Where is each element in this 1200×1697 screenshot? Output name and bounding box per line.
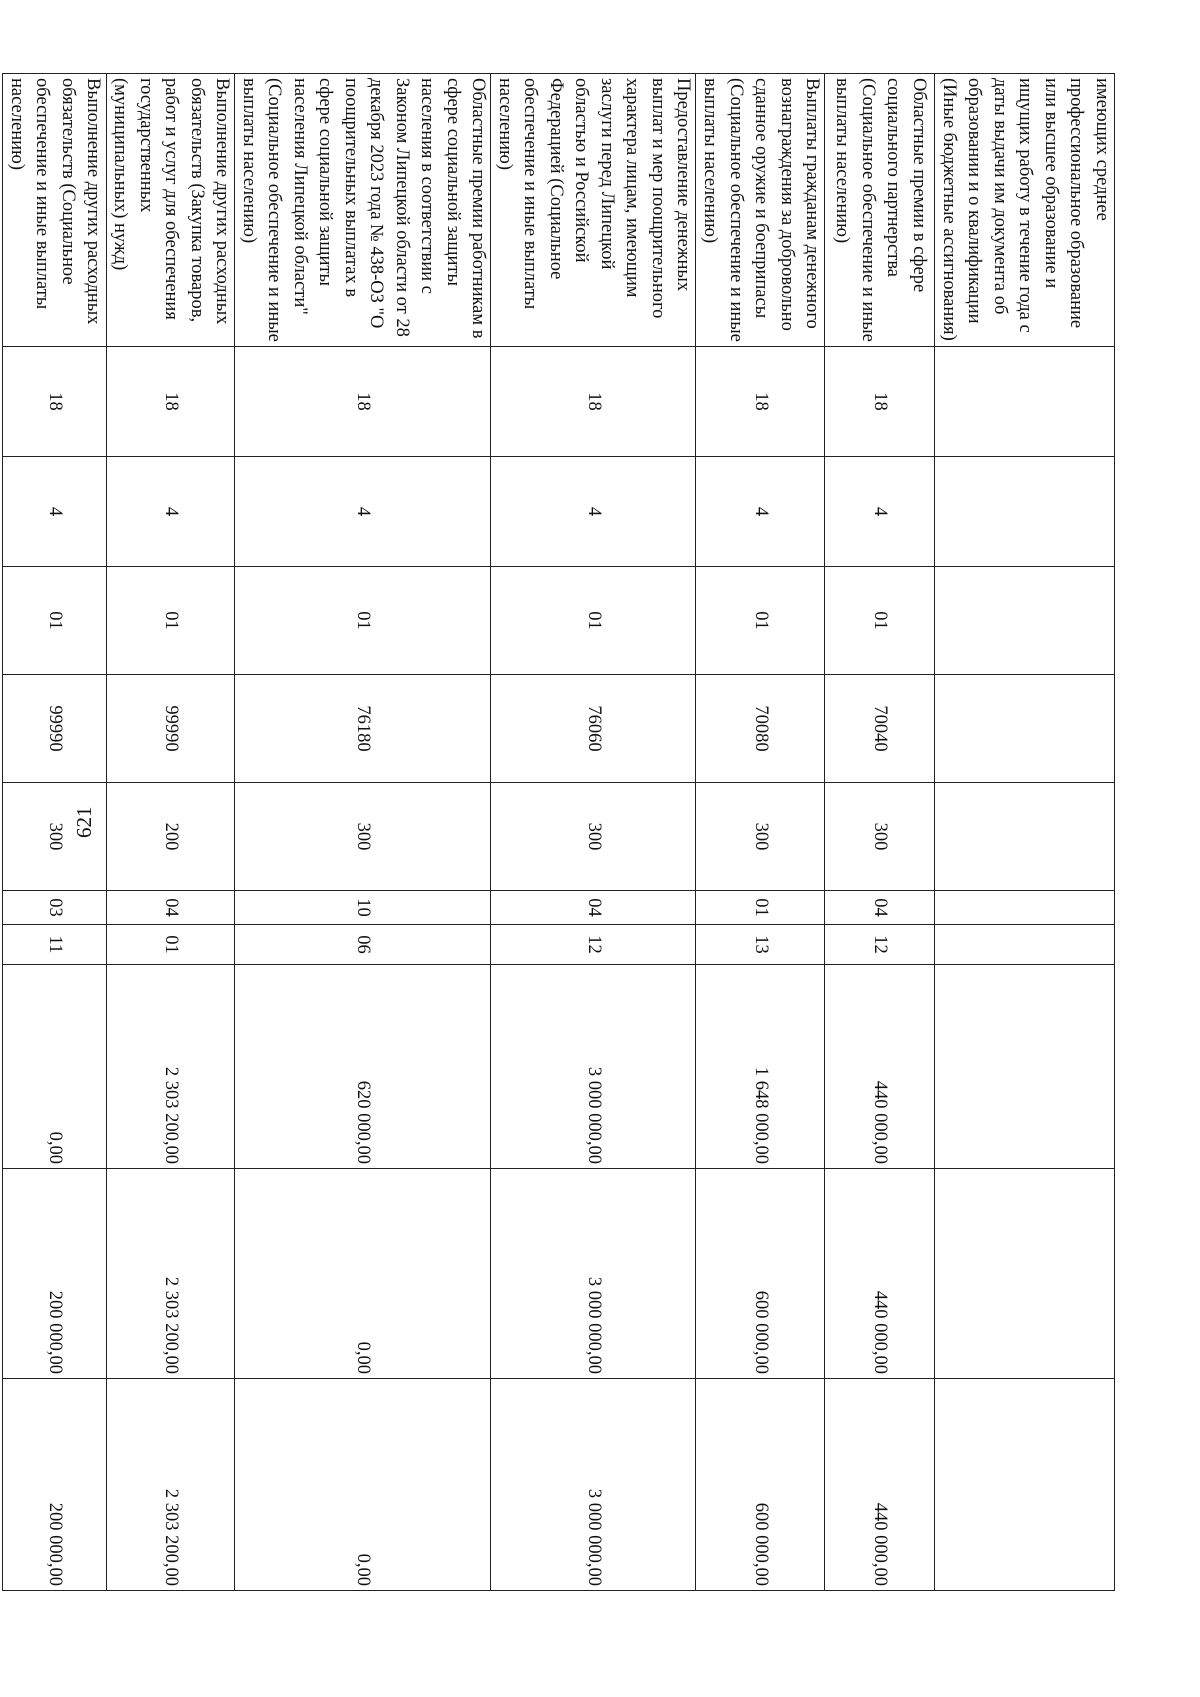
table-row — [935, 74, 1115, 1591]
code-cell — [935, 783, 1115, 891]
code-cell: 10 — [235, 891, 491, 925]
amount-cell: 620 000,00 — [235, 965, 491, 1169]
amount-cell: 3 000 000,00 — [491, 1379, 696, 1591]
code-cell: 01 — [696, 567, 825, 675]
code-cell — [935, 925, 1115, 965]
code-cell — [935, 567, 1115, 675]
table-body — [3, 74, 1115, 1591]
code-cell: 99990 — [107, 675, 236, 783]
code-cell: 4 — [825, 457, 935, 567]
amount-cell: 2 303 200,00 — [107, 965, 236, 1169]
code-cell: 12 — [491, 925, 696, 965]
budget-table — [2, 73, 1115, 1591]
code-cell — [935, 347, 1115, 457]
code-cell: 76060 — [491, 675, 696, 783]
code-cell: 01 — [107, 925, 236, 965]
code-cell: 18 — [491, 347, 696, 457]
table-row — [235, 74, 491, 1591]
amount-cell: 200 000,00 — [3, 1379, 107, 1591]
code-cell: 4 — [696, 457, 825, 567]
code-cell: 06 — [235, 925, 491, 965]
code-cell: 01 — [235, 567, 491, 675]
code-cell: 01 — [825, 567, 935, 675]
code-cell: 18 — [107, 347, 236, 457]
amount-cell: 3 000 000,00 — [491, 1169, 696, 1379]
amount-cell: 440 000,00 — [825, 965, 935, 1169]
amount-cell: 3 000 000,00 — [491, 965, 696, 1169]
code-cell: 4 — [107, 457, 236, 567]
page-number: 621 — [72, 806, 96, 838]
code-cell: 04 — [491, 891, 696, 925]
table-row — [3, 74, 107, 1591]
code-cell: 99990 — [3, 675, 107, 783]
amount-cell: 0,00 — [235, 1169, 491, 1379]
code-cell: 300 — [3, 783, 107, 891]
code-cell: 4 — [491, 457, 696, 567]
amount-cell: 200 000,00 — [3, 1169, 107, 1379]
code-cell: 300 — [696, 783, 825, 891]
row-description: Выполнение других расходных обязательств (Социальное обеспечение и иные выплаты населению) — [3, 74, 107, 347]
code-cell: 04 — [825, 891, 935, 925]
amount-cell: 0,00 — [235, 1379, 491, 1591]
amount-cell — [935, 1169, 1115, 1379]
code-cell: 13 — [696, 925, 825, 965]
code-cell: 04 — [107, 891, 236, 925]
code-cell: 03 — [3, 891, 107, 925]
row-description: Выплаты гражданам денежного вознаграждения за добровольно сданное оружие и боеприпасы (Социальное обеспечение и иные выплаты населению) — [696, 74, 825, 347]
code-cell: 300 — [491, 783, 696, 891]
code-cell: 01 — [3, 567, 107, 675]
table-row — [696, 74, 825, 1591]
code-cell: 70080 — [696, 675, 825, 783]
code-cell: 01 — [696, 891, 825, 925]
code-cell — [935, 457, 1115, 567]
code-cell: 70040 — [825, 675, 935, 783]
row-description: Областные премии работникам в сфере социальной защиты населения в соответствии с Законом Липецкой области от 28 декабря 2023 года № 438-ОЗ "О поощрительных выплатах в сфере социальной защиты населения Липецкой области" (Социальное обеспечение и иные выплаты населению) — [235, 74, 491, 347]
code-cell — [935, 891, 1115, 925]
code-cell: 200 — [107, 783, 236, 891]
amount-cell: 600 000,00 — [696, 1379, 825, 1591]
row-description: имеющих среднее профессиональное образование или высшее образование и ищущих работу в течение года с даты выдачи им документа об образовании и о квалификации (Иные бюджетные ассигнования) — [935, 74, 1115, 347]
amount-cell: 440 000,00 — [825, 1169, 935, 1379]
amount-cell: 2 303 200,00 — [107, 1379, 236, 1591]
code-cell: 12 — [825, 925, 935, 965]
amount-cell: 600 000,00 — [696, 1169, 825, 1379]
code-cell: 11 — [3, 925, 107, 965]
code-cell — [935, 675, 1115, 783]
amount-cell: 0,00 — [3, 965, 107, 1169]
code-cell: 18 — [825, 347, 935, 457]
amount-cell: 1 648 000,00 — [696, 965, 825, 1169]
table-row — [491, 74, 696, 1591]
code-cell: 76180 — [235, 675, 491, 783]
amount-cell: 440 000,00 — [825, 1379, 935, 1591]
amount-cell — [935, 965, 1115, 1169]
code-cell: 300 — [825, 783, 935, 891]
code-cell: 4 — [235, 457, 491, 567]
code-cell: 01 — [107, 567, 236, 675]
code-cell: 18 — [696, 347, 825, 457]
code-cell: 18 — [3, 347, 107, 457]
table-row — [107, 74, 236, 1591]
code-cell: 300 — [235, 783, 491, 891]
code-cell: 01 — [491, 567, 696, 675]
table-row — [825, 74, 935, 1591]
row-description: Выполнение других расходных обязательств (Закупка товаров, работ и услуг для обеспечения государственных (муниципальных) нужд) — [107, 74, 236, 347]
row-description: Предоставление денежных выплат и мер поощрительного характера лицам, имеющим заслуги перед Липецкой областью и Российской Федерацией (Социальное обеспечение и иные выплаты населению) — [491, 74, 696, 347]
amount-cell — [935, 1379, 1115, 1591]
row-description: Областные премии в сфере социального партнерства (Социальное обеспечение и иные выплаты населению) — [825, 74, 935, 347]
code-cell: 18 — [235, 347, 491, 457]
code-cell: 4 — [3, 457, 107, 567]
amount-cell: 2 303 200,00 — [107, 1169, 236, 1379]
